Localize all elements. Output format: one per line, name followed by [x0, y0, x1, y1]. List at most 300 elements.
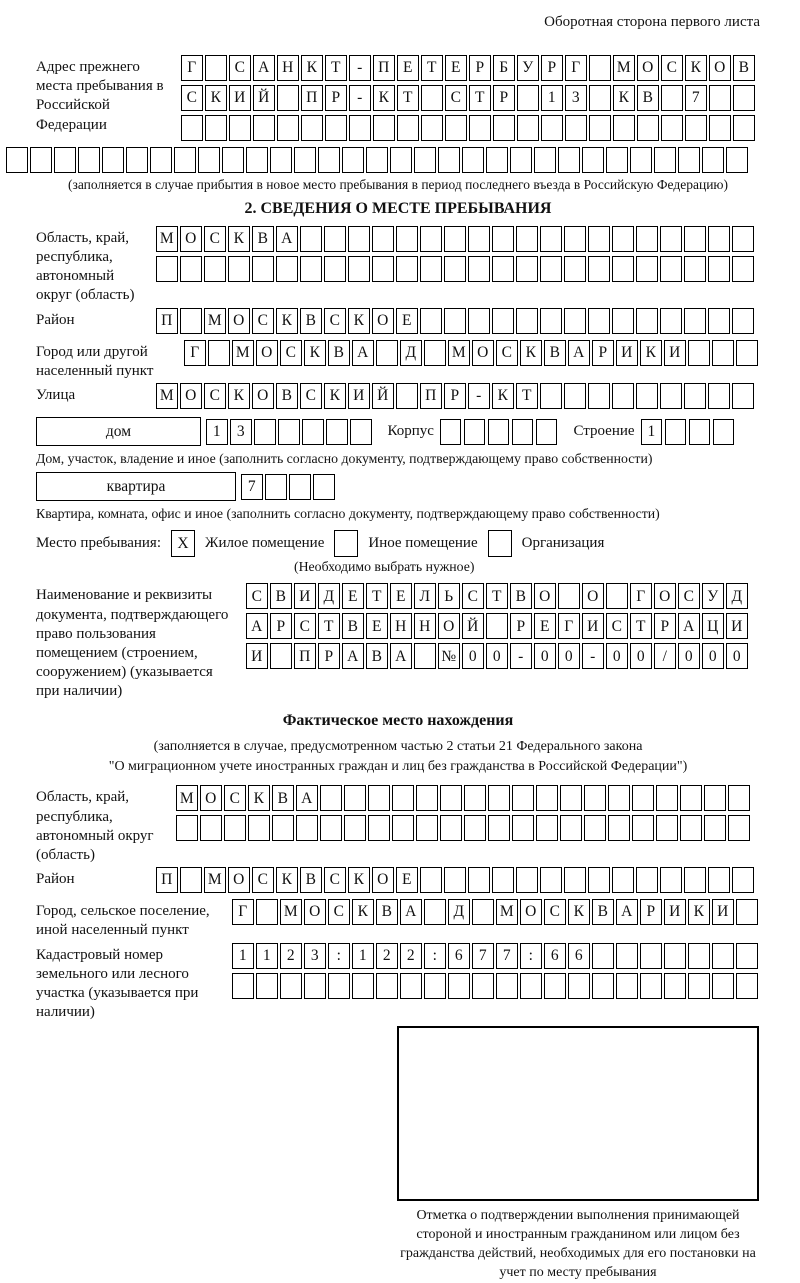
- char-box[interactable]: 1: [206, 419, 228, 445]
- char-box[interactable]: -: [468, 383, 490, 409]
- char-box[interactable]: Т: [318, 613, 340, 639]
- char-box[interactable]: [468, 867, 490, 893]
- char-box[interactable]: С: [496, 340, 518, 366]
- char-box[interactable]: М: [496, 899, 518, 925]
- char-box[interactable]: С: [445, 85, 467, 111]
- char-box[interactable]: [516, 308, 538, 334]
- char-box[interactable]: [685, 115, 707, 141]
- char-box[interactable]: С: [300, 383, 322, 409]
- char-box[interactable]: У: [702, 583, 724, 609]
- char-box[interactable]: 3: [304, 943, 326, 969]
- char-box[interactable]: [444, 308, 466, 334]
- char-box[interactable]: [636, 256, 658, 282]
- char-box[interactable]: И: [582, 613, 604, 639]
- char-box[interactable]: [488, 815, 510, 841]
- char-box[interactable]: К: [276, 308, 298, 334]
- char-box[interactable]: С: [462, 583, 484, 609]
- char-box[interactable]: В: [300, 308, 322, 334]
- char-box[interactable]: [582, 147, 604, 173]
- char-box[interactable]: [6, 147, 28, 173]
- char-box[interactable]: [468, 226, 490, 252]
- char-box[interactable]: [421, 115, 443, 141]
- char-box[interactable]: [420, 308, 442, 334]
- char-box[interactable]: [372, 226, 394, 252]
- char-box[interactable]: М: [156, 383, 178, 409]
- char-box[interactable]: В: [252, 226, 274, 252]
- char-box[interactable]: [302, 419, 324, 445]
- char-box[interactable]: [278, 419, 300, 445]
- char-box[interactable]: С: [252, 308, 274, 334]
- char-box[interactable]: [280, 973, 302, 999]
- char-box[interactable]: Ь: [438, 583, 460, 609]
- char-box[interactable]: [246, 147, 268, 173]
- char-box[interactable]: [606, 583, 628, 609]
- char-box[interactable]: В: [376, 899, 398, 925]
- char-box[interactable]: О: [180, 383, 202, 409]
- char-box[interactable]: [540, 308, 562, 334]
- char-box[interactable]: [660, 308, 682, 334]
- char-box[interactable]: [613, 115, 635, 141]
- char-box[interactable]: 7: [241, 474, 263, 500]
- char-box[interactable]: И: [616, 340, 638, 366]
- char-box[interactable]: [313, 474, 335, 500]
- char-box[interactable]: 2: [400, 943, 422, 969]
- char-box[interactable]: [640, 943, 662, 969]
- char-box[interactable]: [584, 815, 606, 841]
- char-box[interactable]: К: [276, 867, 298, 893]
- char-box[interactable]: Н: [277, 55, 299, 81]
- char-box[interactable]: Е: [397, 55, 419, 81]
- char-box[interactable]: В: [733, 55, 755, 81]
- char-box[interactable]: [464, 419, 486, 445]
- char-box[interactable]: 0: [558, 643, 580, 669]
- char-box[interactable]: Р: [318, 643, 340, 669]
- char-box[interactable]: [424, 899, 446, 925]
- char-box[interactable]: [660, 256, 682, 282]
- char-box[interactable]: [464, 785, 486, 811]
- char-box[interactable]: [224, 815, 246, 841]
- char-box[interactable]: [318, 147, 340, 173]
- char-box[interactable]: О: [637, 55, 659, 81]
- char-box[interactable]: [444, 226, 466, 252]
- char-box[interactable]: [534, 147, 556, 173]
- char-box[interactable]: Д: [448, 899, 470, 925]
- char-box[interactable]: [612, 308, 634, 334]
- char-box[interactable]: 6: [448, 943, 470, 969]
- char-box[interactable]: [680, 785, 702, 811]
- char-box[interactable]: /: [654, 643, 676, 669]
- char-box[interactable]: -: [349, 85, 371, 111]
- char-box[interactable]: [660, 226, 682, 252]
- char-box[interactable]: [174, 147, 196, 173]
- char-box[interactable]: [324, 226, 346, 252]
- char-box[interactable]: В: [637, 85, 659, 111]
- char-box[interactable]: Т: [366, 583, 388, 609]
- char-box[interactable]: [712, 973, 734, 999]
- char-box[interactable]: [276, 256, 298, 282]
- char-box[interactable]: [736, 943, 758, 969]
- char-box[interactable]: [438, 147, 460, 173]
- char-box[interactable]: [688, 973, 710, 999]
- char-box[interactable]: [416, 785, 438, 811]
- char-box[interactable]: :: [328, 943, 350, 969]
- char-box[interactable]: [680, 815, 702, 841]
- char-box[interactable]: 0: [630, 643, 652, 669]
- char-box[interactable]: [248, 815, 270, 841]
- char-box[interactable]: О: [304, 899, 326, 925]
- char-box[interactable]: О: [228, 867, 250, 893]
- char-box[interactable]: [516, 226, 538, 252]
- char-box[interactable]: [510, 147, 532, 173]
- char-box[interactable]: [636, 383, 658, 409]
- char-box[interactable]: [304, 973, 326, 999]
- char-box[interactable]: К: [613, 85, 635, 111]
- char-box[interactable]: О: [582, 583, 604, 609]
- char-box[interactable]: [296, 815, 318, 841]
- char-box[interactable]: Р: [270, 613, 292, 639]
- char-box[interactable]: В: [272, 785, 294, 811]
- char-box[interactable]: [444, 867, 466, 893]
- char-box[interactable]: [608, 815, 630, 841]
- char-box[interactable]: В: [300, 867, 322, 893]
- char-box[interactable]: С: [204, 226, 226, 252]
- char-box[interactable]: А: [253, 55, 275, 81]
- char-box[interactable]: Г: [184, 340, 206, 366]
- char-box[interactable]: 0: [678, 643, 700, 669]
- char-box[interactable]: Р: [592, 340, 614, 366]
- char-box[interactable]: [468, 256, 490, 282]
- char-box[interactable]: [708, 383, 730, 409]
- char-box[interactable]: С: [204, 383, 226, 409]
- char-box[interactable]: К: [640, 340, 662, 366]
- char-box[interactable]: 0: [462, 643, 484, 669]
- char-box[interactable]: [588, 226, 610, 252]
- char-box[interactable]: [728, 815, 750, 841]
- char-box[interactable]: [348, 226, 370, 252]
- char-box[interactable]: Г: [558, 613, 580, 639]
- char-box[interactable]: [320, 785, 342, 811]
- char-box[interactable]: [366, 147, 388, 173]
- char-box[interactable]: 3: [565, 85, 587, 111]
- char-box[interactable]: [256, 899, 278, 925]
- char-box[interactable]: [349, 115, 371, 141]
- char-box[interactable]: А: [342, 643, 364, 669]
- char-box[interactable]: [592, 973, 614, 999]
- char-box[interactable]: А: [296, 785, 318, 811]
- char-box[interactable]: В: [592, 899, 614, 925]
- char-box[interactable]: [372, 256, 394, 282]
- char-box[interactable]: О: [472, 340, 494, 366]
- char-box[interactable]: [445, 115, 467, 141]
- char-box[interactable]: О: [654, 583, 676, 609]
- char-box[interactable]: Т: [486, 583, 508, 609]
- char-box[interactable]: К: [352, 899, 374, 925]
- char-box[interactable]: К: [688, 899, 710, 925]
- char-box[interactable]: [560, 815, 582, 841]
- char-box[interactable]: С: [678, 583, 700, 609]
- char-box[interactable]: К: [324, 383, 346, 409]
- char-box[interactable]: [229, 115, 251, 141]
- char-box[interactable]: [636, 226, 658, 252]
- char-box[interactable]: Р: [493, 85, 515, 111]
- char-box[interactable]: [660, 867, 682, 893]
- char-box[interactable]: [540, 383, 562, 409]
- char-box[interactable]: Т: [421, 55, 443, 81]
- char-box[interactable]: [488, 785, 510, 811]
- char-box[interactable]: [352, 973, 374, 999]
- char-box[interactable]: [664, 943, 686, 969]
- char-box[interactable]: И: [229, 85, 251, 111]
- char-box[interactable]: О: [709, 55, 731, 81]
- char-box[interactable]: М: [280, 899, 302, 925]
- char-box[interactable]: [204, 256, 226, 282]
- char-box[interactable]: С: [294, 613, 316, 639]
- char-box[interactable]: [512, 785, 534, 811]
- char-box[interactable]: [684, 308, 706, 334]
- char-box[interactable]: [277, 85, 299, 111]
- char-box[interactable]: 7: [472, 943, 494, 969]
- char-box[interactable]: О: [372, 308, 394, 334]
- char-box[interactable]: [588, 867, 610, 893]
- char-box[interactable]: К: [568, 899, 590, 925]
- char-box[interactable]: [712, 943, 734, 969]
- char-box[interactable]: [294, 147, 316, 173]
- char-box[interactable]: [252, 256, 274, 282]
- char-box[interactable]: Е: [396, 308, 418, 334]
- char-box[interactable]: Р: [469, 55, 491, 81]
- char-box[interactable]: М: [613, 55, 635, 81]
- char-box[interactable]: [702, 147, 724, 173]
- char-box[interactable]: 6: [568, 943, 590, 969]
- char-box[interactable]: С: [606, 613, 628, 639]
- char-box[interactable]: [616, 973, 638, 999]
- char-box[interactable]: [468, 308, 490, 334]
- char-box[interactable]: [660, 383, 682, 409]
- char-box[interactable]: [564, 308, 586, 334]
- char-box[interactable]: [390, 147, 412, 173]
- char-box[interactable]: О: [180, 226, 202, 252]
- char-box[interactable]: [444, 256, 466, 282]
- checkbox-inoe[interactable]: [334, 530, 358, 557]
- char-box[interactable]: [688, 943, 710, 969]
- char-box[interactable]: [348, 256, 370, 282]
- char-box[interactable]: [265, 474, 287, 500]
- char-box[interactable]: А: [616, 899, 638, 925]
- char-box[interactable]: [733, 85, 755, 111]
- char-box[interactable]: [272, 815, 294, 841]
- char-box[interactable]: [736, 340, 758, 366]
- char-box[interactable]: М: [176, 785, 198, 811]
- char-box[interactable]: [30, 147, 52, 173]
- char-box[interactable]: И: [726, 613, 748, 639]
- char-box[interactable]: Е: [342, 583, 364, 609]
- char-box[interactable]: [397, 115, 419, 141]
- char-box[interactable]: Р: [541, 55, 563, 81]
- char-box[interactable]: [462, 147, 484, 173]
- char-box[interactable]: [289, 474, 311, 500]
- char-box[interactable]: [496, 973, 518, 999]
- char-box[interactable]: К: [685, 55, 707, 81]
- char-box[interactable]: И: [664, 340, 686, 366]
- char-box[interactable]: 1: [641, 419, 663, 445]
- char-box[interactable]: Е: [396, 867, 418, 893]
- char-box[interactable]: Р: [640, 899, 662, 925]
- char-box[interactable]: [558, 583, 580, 609]
- char-box[interactable]: :: [424, 943, 446, 969]
- char-box[interactable]: [732, 308, 754, 334]
- char-box[interactable]: М: [232, 340, 254, 366]
- char-box[interactable]: П: [156, 308, 178, 334]
- char-box[interactable]: Г: [232, 899, 254, 925]
- char-box[interactable]: Р: [654, 613, 676, 639]
- char-box[interactable]: П: [420, 383, 442, 409]
- char-box[interactable]: [516, 867, 538, 893]
- char-box[interactable]: А: [352, 340, 374, 366]
- char-box[interactable]: [588, 308, 610, 334]
- char-box[interactable]: [180, 867, 202, 893]
- char-box[interactable]: [661, 115, 683, 141]
- char-box[interactable]: [492, 226, 514, 252]
- char-box[interactable]: В: [544, 340, 566, 366]
- char-box[interactable]: М: [204, 867, 226, 893]
- char-box[interactable]: [270, 147, 292, 173]
- char-box[interactable]: [325, 115, 347, 141]
- char-box[interactable]: [540, 256, 562, 282]
- char-box[interactable]: 0: [534, 643, 556, 669]
- char-box[interactable]: [736, 973, 758, 999]
- char-box[interactable]: [733, 115, 755, 141]
- char-box[interactable]: С: [246, 583, 268, 609]
- char-box[interactable]: [708, 867, 730, 893]
- char-box[interactable]: Р: [510, 613, 532, 639]
- char-box[interactable]: [376, 973, 398, 999]
- char-box[interactable]: Д: [400, 340, 422, 366]
- char-box[interactable]: [517, 115, 539, 141]
- char-box[interactable]: [414, 147, 436, 173]
- char-box[interactable]: [584, 785, 606, 811]
- char-box[interactable]: 0: [702, 643, 724, 669]
- char-box[interactable]: [636, 308, 658, 334]
- char-box[interactable]: О: [438, 613, 460, 639]
- char-box[interactable]: [488, 419, 510, 445]
- char-box[interactable]: О: [534, 583, 556, 609]
- char-box[interactable]: С: [181, 85, 203, 111]
- char-box[interactable]: М: [448, 340, 470, 366]
- char-box[interactable]: :: [520, 943, 542, 969]
- char-box[interactable]: [368, 815, 390, 841]
- char-box[interactable]: [396, 226, 418, 252]
- char-box[interactable]: А: [246, 613, 268, 639]
- checkbox-organizatsiya[interactable]: [488, 530, 512, 557]
- char-box[interactable]: [326, 419, 348, 445]
- char-box[interactable]: [540, 867, 562, 893]
- char-box[interactable]: [541, 115, 563, 141]
- char-box[interactable]: [588, 256, 610, 282]
- char-box[interactable]: О: [372, 867, 394, 893]
- char-box[interactable]: [440, 419, 462, 445]
- char-box[interactable]: Г: [565, 55, 587, 81]
- char-box[interactable]: [486, 613, 508, 639]
- char-box[interactable]: 1: [232, 943, 254, 969]
- char-box[interactable]: [472, 973, 494, 999]
- char-box[interactable]: [205, 55, 227, 81]
- char-box[interactable]: [181, 115, 203, 141]
- char-box[interactable]: Т: [397, 85, 419, 111]
- char-box[interactable]: [568, 973, 590, 999]
- char-box[interactable]: [448, 973, 470, 999]
- char-box[interactable]: К: [228, 226, 250, 252]
- char-box[interactable]: К: [348, 867, 370, 893]
- char-box[interactable]: [200, 815, 222, 841]
- char-box[interactable]: [632, 815, 654, 841]
- char-box[interactable]: Й: [462, 613, 484, 639]
- char-box[interactable]: У: [517, 55, 539, 81]
- char-box[interactable]: [300, 226, 322, 252]
- char-box[interactable]: И: [664, 899, 686, 925]
- char-box[interactable]: К: [205, 85, 227, 111]
- char-box[interactable]: [656, 785, 678, 811]
- char-box[interactable]: С: [252, 867, 274, 893]
- char-box[interactable]: [376, 340, 398, 366]
- char-box[interactable]: [678, 147, 700, 173]
- char-box[interactable]: Н: [390, 613, 412, 639]
- char-box[interactable]: 3: [230, 419, 252, 445]
- char-box[interactable]: Е: [366, 613, 388, 639]
- char-box[interactable]: [277, 115, 299, 141]
- char-box[interactable]: О: [200, 785, 222, 811]
- char-box[interactable]: К: [373, 85, 395, 111]
- char-box[interactable]: Е: [534, 613, 556, 639]
- char-box[interactable]: [654, 147, 676, 173]
- char-box[interactable]: -: [510, 643, 532, 669]
- char-box[interactable]: [400, 973, 422, 999]
- char-box[interactable]: [612, 226, 634, 252]
- char-box[interactable]: О: [228, 308, 250, 334]
- char-box[interactable]: 7: [496, 943, 518, 969]
- char-box[interactable]: [78, 147, 100, 173]
- char-box[interactable]: [208, 340, 230, 366]
- char-box[interactable]: [732, 383, 754, 409]
- char-box[interactable]: [612, 383, 634, 409]
- char-box[interactable]: [564, 867, 586, 893]
- char-box[interactable]: В: [328, 340, 350, 366]
- char-box[interactable]: [732, 867, 754, 893]
- char-box[interactable]: [689, 419, 711, 445]
- char-box[interactable]: [640, 973, 662, 999]
- char-box[interactable]: И: [348, 383, 370, 409]
- char-box[interactable]: [222, 147, 244, 173]
- char-box[interactable]: [344, 785, 366, 811]
- char-box[interactable]: С: [544, 899, 566, 925]
- char-box[interactable]: [732, 226, 754, 252]
- char-box[interactable]: [589, 55, 611, 81]
- char-box[interactable]: [373, 115, 395, 141]
- char-box[interactable]: [636, 867, 658, 893]
- char-box[interactable]: [396, 383, 418, 409]
- char-box[interactable]: 0: [486, 643, 508, 669]
- char-box[interactable]: [536, 419, 558, 445]
- char-box[interactable]: [520, 973, 542, 999]
- char-box[interactable]: [564, 383, 586, 409]
- char-box[interactable]: Г: [630, 583, 652, 609]
- char-box[interactable]: [612, 867, 634, 893]
- char-box[interactable]: А: [568, 340, 590, 366]
- char-box[interactable]: Е: [445, 55, 467, 81]
- char-box[interactable]: [517, 85, 539, 111]
- char-box[interactable]: Р: [325, 85, 347, 111]
- char-box[interactable]: [232, 973, 254, 999]
- char-box[interactable]: [589, 85, 611, 111]
